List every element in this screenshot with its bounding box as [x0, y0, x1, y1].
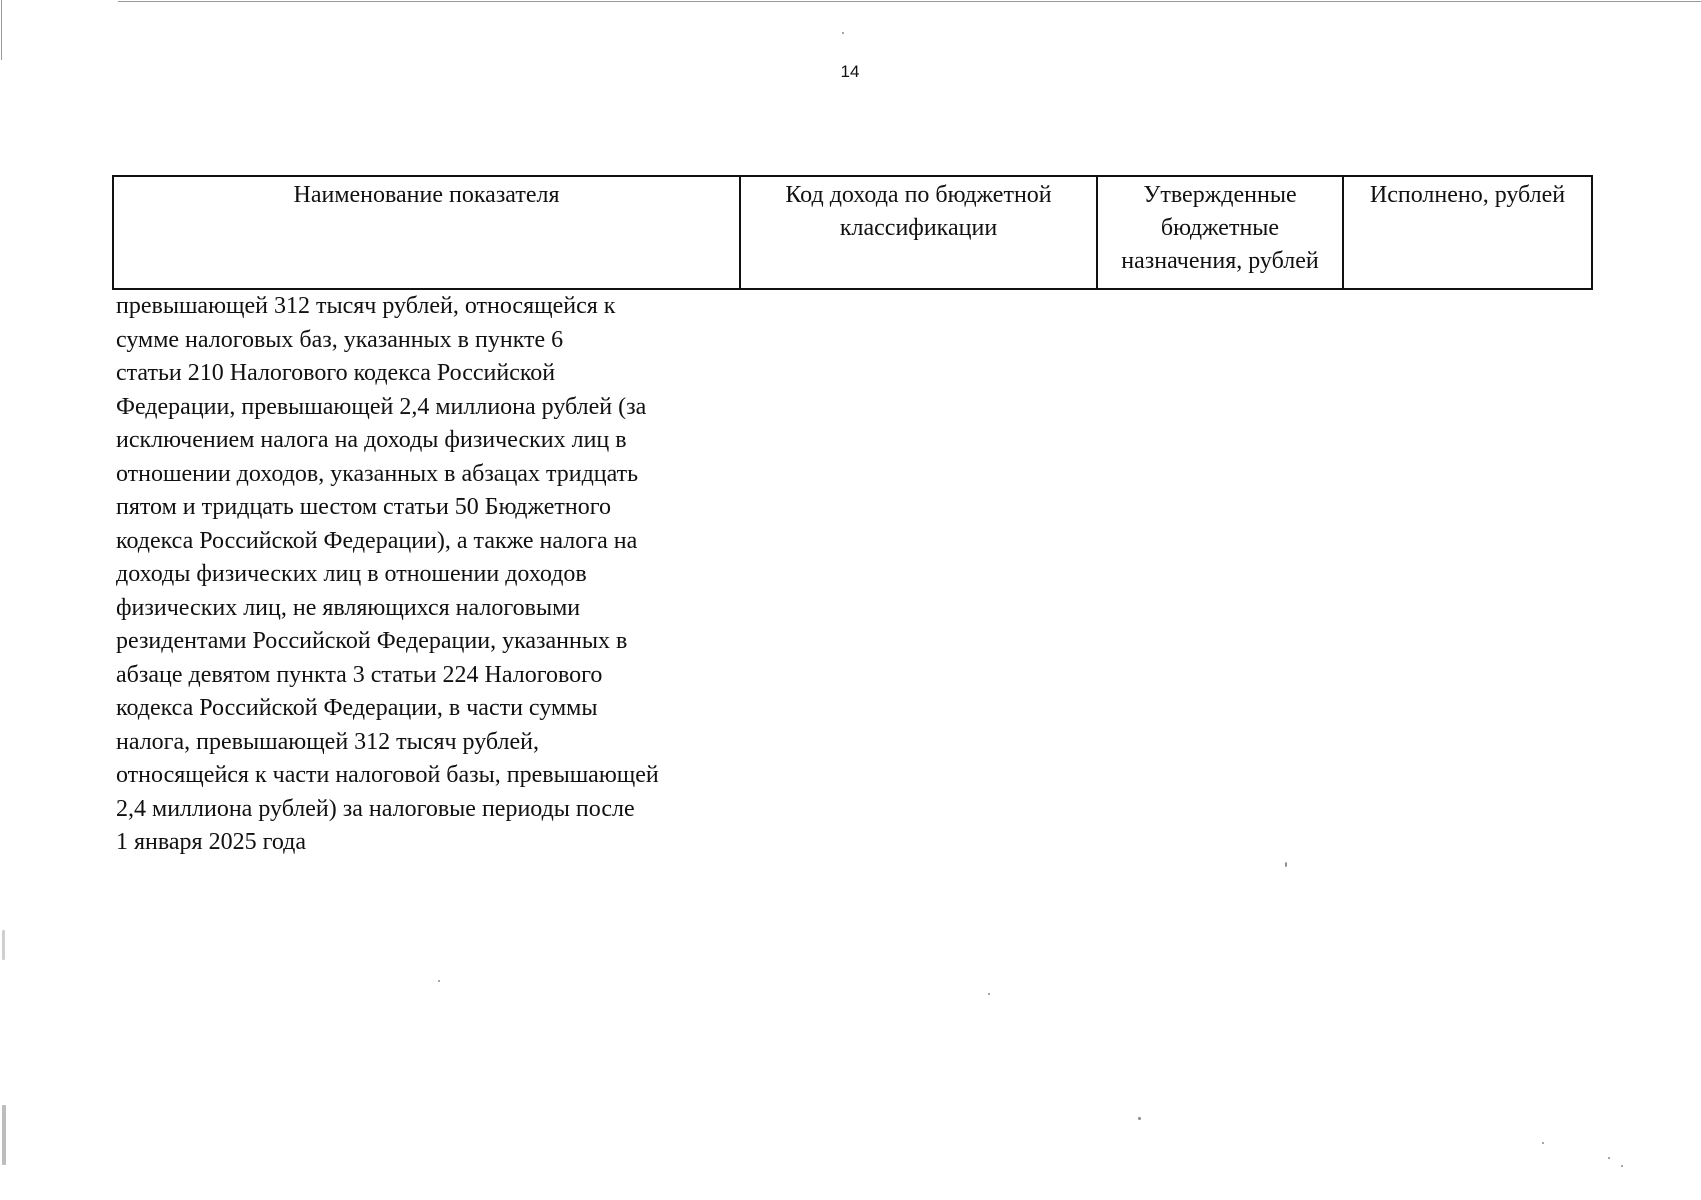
- text-line: статьи 210 Налогового кодекса Российской: [116, 360, 556, 386]
- scan-speck: [1608, 1157, 1610, 1159]
- indicator-name-continuation: [116, 290, 756, 860]
- text-line: пятом и тридцать шестом статьи 50 Бюджетного: [116, 494, 611, 520]
- page-number: 14: [840, 62, 860, 81]
- scan-speck: [842, 32, 844, 34]
- scan-speck: [2, 930, 5, 960]
- text-line: резидентами Российской Федерации, указанных в: [116, 628, 628, 654]
- text-line: налога, превышающей 312 тысяч рублей,: [116, 728, 539, 755]
- scan-top-edge-line: [118, 1, 1701, 2]
- header-income-code: Код дохода по бюджетной классификации: [740, 176, 1097, 289]
- text-line: физических лиц, не являющихся налоговыми: [116, 594, 581, 621]
- scan-speck: [1542, 1142, 1544, 1144]
- text-line: кодекса Российской Федерации), а также налога на: [116, 527, 638, 554]
- table-header-row: [113, 176, 1592, 289]
- scan-speck: [1138, 1117, 1141, 1120]
- text-line: 2,4 миллиона рублей) за налоговые периоды после: [116, 795, 635, 822]
- scan-speck: [2, 1105, 6, 1165]
- scan-speck: [988, 993, 990, 995]
- text-line: превышающей 312 тысяч рублей, относящейся к: [116, 293, 616, 319]
- text-line: Федерации, превышающей 2,4 миллиона рублей (за: [116, 393, 647, 420]
- scan-left-edge-line: [1, 0, 2, 60]
- budget-table-header: [112, 175, 1593, 290]
- text-line: абзаце девятом пункта 3 статьи 224 Налогового: [116, 661, 603, 688]
- text-line: отношении доходов, указанных в абзацах тридцать: [116, 460, 639, 487]
- scan-speck: [438, 980, 440, 982]
- text-line: кодекса Российской Федерации, в части суммы: [116, 695, 598, 721]
- header-indicator-name: Наименование показателя: [113, 176, 740, 289]
- scan-speck: [1621, 1165, 1623, 1167]
- text-line: сумме налоговых баз, указанных в пункте 6: [116, 326, 564, 353]
- scan-speck: [1285, 862, 1287, 867]
- text-line: относящейся к части налоговой базы, превышающей: [116, 762, 659, 788]
- text-line: 1 января 2025 года: [116, 829, 307, 855]
- header-executed-amount: Исполнено, рублей: [1343, 176, 1592, 289]
- text-line: доходы физических лиц в отношении доходов: [116, 561, 587, 587]
- header-approved-amount: Утвержденные бюджетные назначения, рублей: [1097, 176, 1343, 289]
- text-line: исключением налога на доходы физических лиц в: [116, 427, 627, 453]
